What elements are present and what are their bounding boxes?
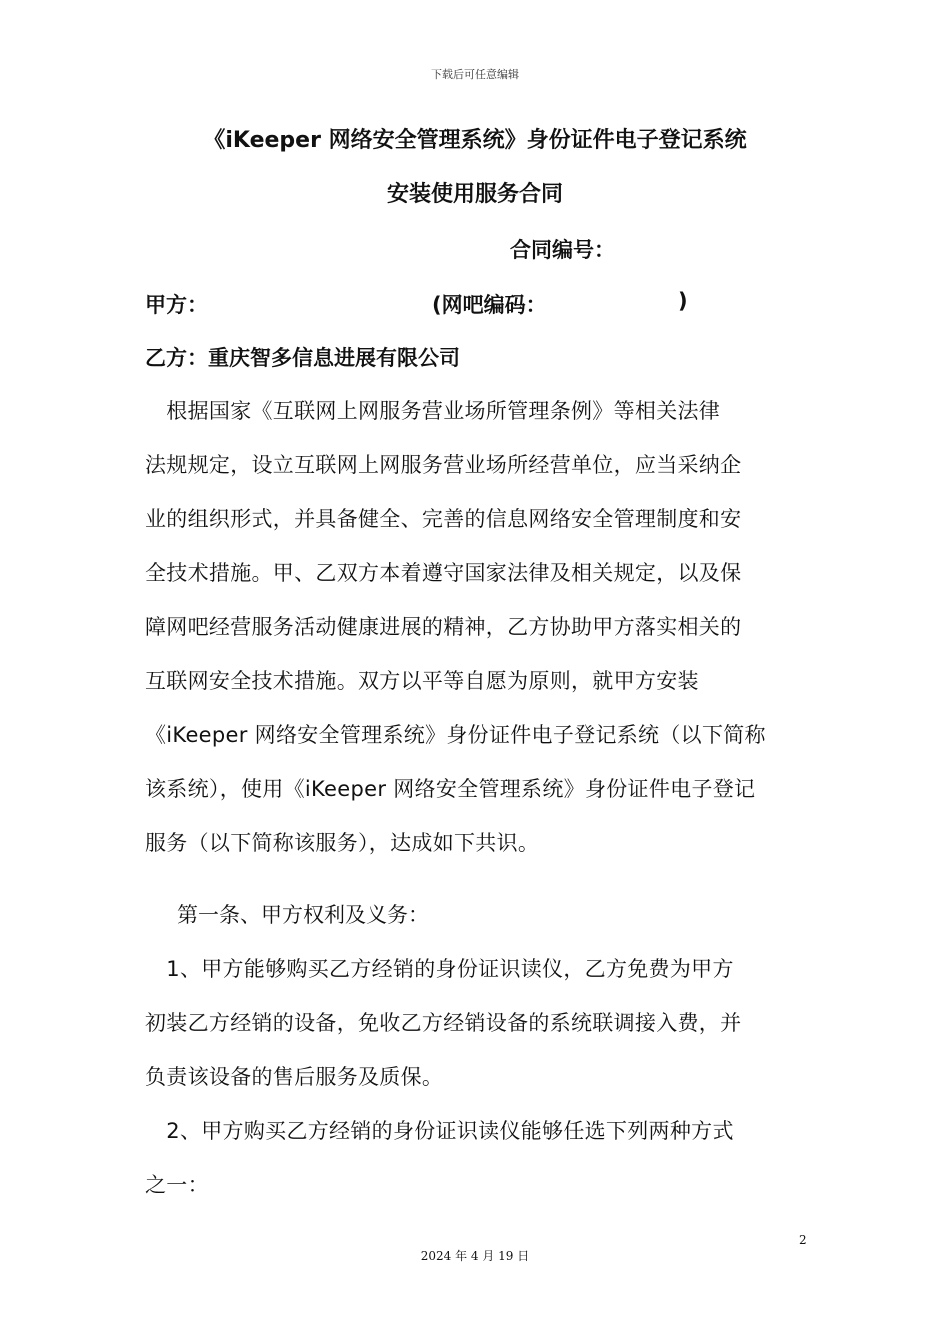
- contract-number-label: 合同编号：: [510, 238, 615, 262]
- intro-line: 根据国家《互联网上网服务营业场所管理条例》等相关法律: [145, 399, 721, 423]
- intro-line: 业的组织形式，并具备健全、完善的信息网络安全管理制度和安: [145, 507, 742, 531]
- party-b-label: 乙方：重庆智多信息进展有限公司: [145, 346, 460, 370]
- party-a-label: 甲方：: [145, 293, 208, 317]
- item-line: 之一：: [145, 1173, 209, 1197]
- item-line: 初装乙方经销的设备，免收乙方经销设备的系统联调接入费，并: [145, 1011, 742, 1035]
- intro-line: 法规规定，设立互联网上网服务营业场所经营单位，应当采纳企: [145, 453, 742, 477]
- footer-date: 2024 年 4 月 19 日: [420, 1249, 530, 1263]
- article-1-heading: 第一条、甲方权利及义务：: [177, 903, 429, 927]
- document-title: 《iKeeper 网络安全管理系统》身份证件电子登记系统: [203, 128, 747, 153]
- intro-paragraph: [145, 384, 807, 870]
- article-1-item-2: [145, 1104, 807, 1212]
- page-number: 2: [799, 1233, 807, 1247]
- item-line: 1、甲方能够购买乙方经销的身份证识读仪，乙方免费为甲方: [145, 957, 734, 981]
- intro-line: 服务（以下简称该服务），达成如下共识。: [145, 831, 540, 855]
- document-subtitle: 安装使用服务合同: [386, 182, 563, 207]
- intro-line: 该系统），使用《iKeeper 网络安全管理系统》身份证件电子登记: [145, 777, 756, 801]
- netbar-code-close: ): [678, 289, 688, 313]
- article-1-item-1: [145, 942, 807, 1104]
- intro-line: 《iKeeper 网络安全管理系统》身份证件电子登记系统（以下简称: [145, 723, 766, 747]
- netbar-code-label: (网吧编码：: [432, 293, 547, 317]
- item-line: 2、甲方购买乙方经销的身份证识读仪能够任选下列两种方式: [145, 1119, 734, 1143]
- header-note: 下载后可任意编辑: [431, 68, 519, 81]
- intro-line: 障网吧经营服务活动健康进展的精神，乙方协助甲方落实相关的: [145, 615, 742, 639]
- item-line: 负责该设备的售后服务及质保。: [145, 1065, 444, 1089]
- intro-line: 互联网安全技术措施。双方以平等自愿为原则，就甲方安装: [145, 669, 699, 693]
- intro-line: 全技术措施。甲、乙双方本着遵守国家法律及相关规定，以及保: [145, 561, 742, 585]
